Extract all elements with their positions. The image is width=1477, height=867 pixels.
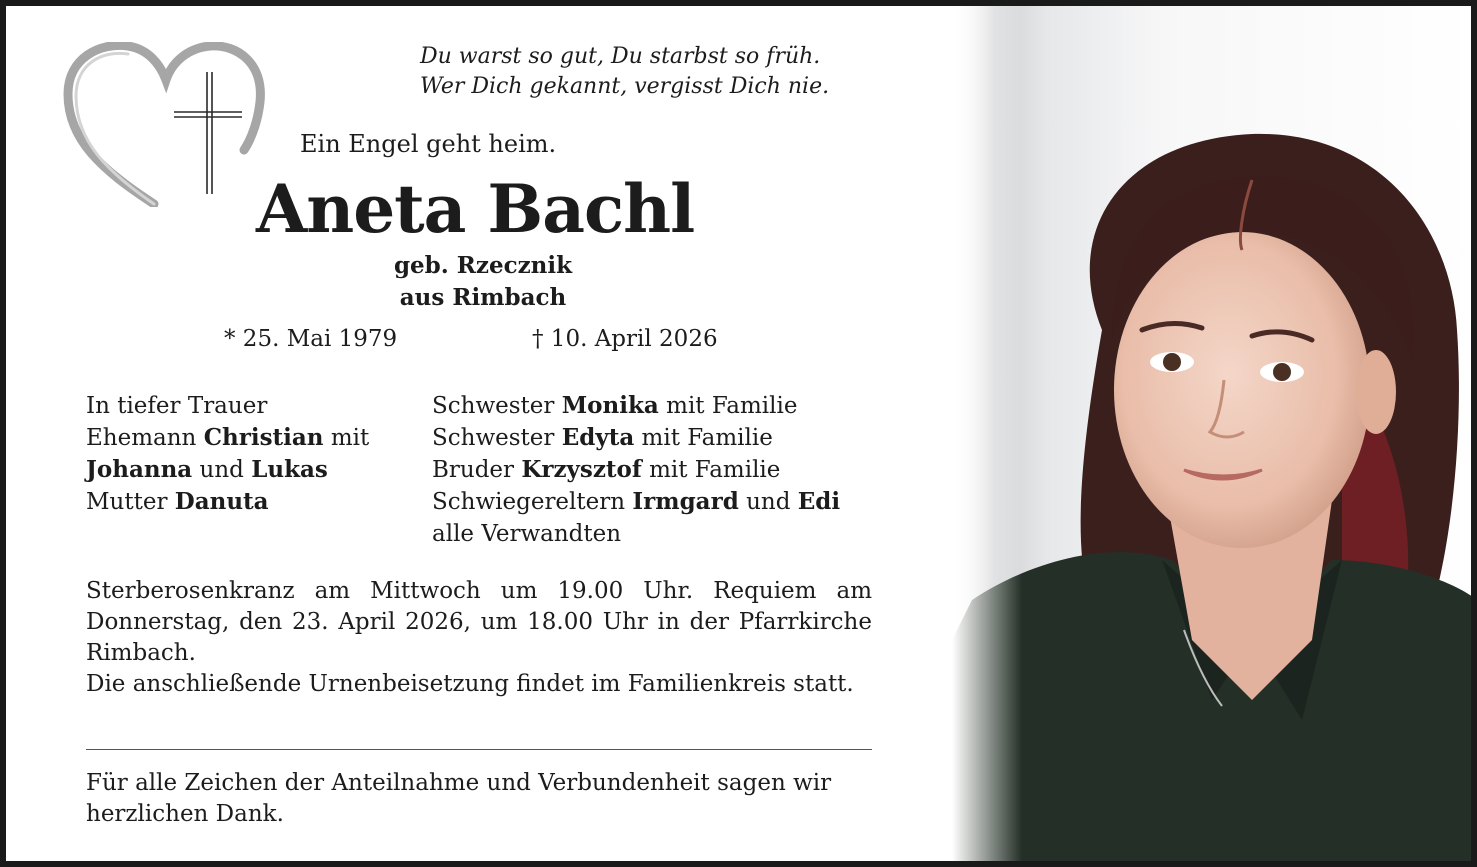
mourner-line: Bruder Krzysztof mit Familie	[432, 456, 781, 483]
burial-paragraph: Die anschließende Urnenbeisetzung findet im Familienkreis statt.	[86, 671, 854, 697]
service-info	[86, 576, 872, 700]
mourners-left	[86, 390, 369, 518]
heart-outline	[68, 45, 260, 204]
mourner-line: Ehemann Christian mit	[86, 424, 370, 451]
mourner-line: Schwiegereltern Irmgard und Edi	[432, 488, 841, 515]
mourner-line: Schwester Edyta mit Familie	[432, 424, 773, 451]
poem-line-2: Wer Dich gekannt, vergisst Dich nie.	[420, 74, 830, 99]
divider	[86, 749, 872, 750]
deceased-name: Aneta Bachl	[256, 170, 695, 248]
poem-line-1: Du warst so gut, Du starbst so früh.	[420, 44, 821, 69]
birth-date: * 25. Mai 1979	[224, 326, 398, 352]
portrait-photo	[952, 0, 1477, 867]
origin: aus Rimbach	[399, 284, 567, 311]
mourner-line: In tiefer Trauer	[86, 393, 268, 419]
heart-cross-icon	[62, 42, 272, 207]
mourner-line: Schwester Monika mit Familie	[432, 392, 798, 419]
mourner-line: Johanna und Lukas	[86, 456, 328, 483]
service-paragraph: Sterberosenkranz am Mittwoch um 19.00 Uhr. Requiem am Donnerstag, den 23. April 2026, um 18.00 Uhr in der Pfarrkirche Rimbach.	[86, 578, 872, 666]
mourner-line: alle Verwandten	[432, 521, 622, 547]
thanks-text: Für alle Zeichen der Anteilnahme und Verbundenheit sagen wir herzlichen Dank.	[86, 770, 832, 827]
death-date: † 10. April 2026	[532, 326, 718, 352]
mourners-right	[432, 390, 840, 550]
mourner-line: Mutter Danuta	[86, 488, 269, 515]
cross-icon	[174, 72, 242, 194]
maiden-name: geb. Rzecznik	[393, 252, 573, 279]
motto: Ein Engel geht heim.	[300, 130, 557, 158]
